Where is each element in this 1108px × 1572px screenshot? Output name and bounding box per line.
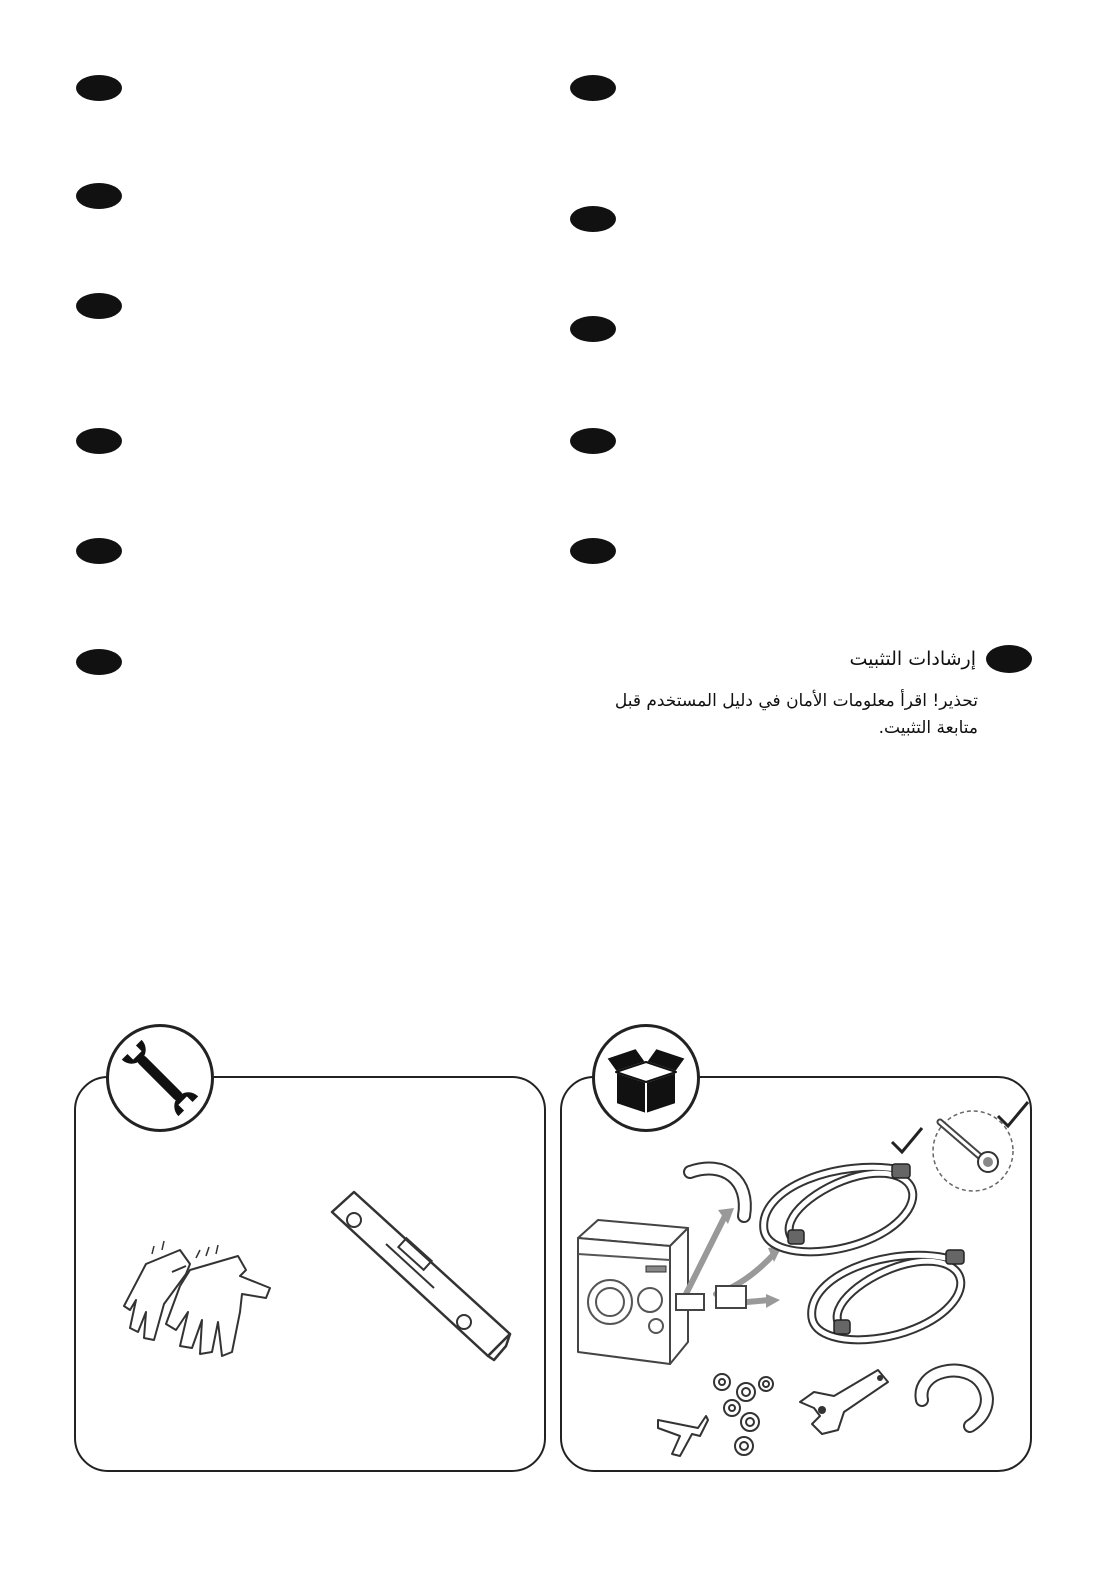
language-badge (570, 428, 616, 454)
language-badge (76, 649, 122, 675)
language-badge (76, 75, 122, 101)
checkmark-icon (996, 1100, 1030, 1130)
inlet-hose-icon (748, 1148, 948, 1368)
wrench-icon (106, 1024, 214, 1132)
language-badge (76, 538, 122, 564)
safety-warning: تحذير! اقرأ معلومات الأمان في دليل المستخدم قبل متابعة التثبيت. (614, 691, 978, 738)
language-badge (570, 75, 616, 101)
gloves-icon (132, 1230, 282, 1370)
tools-panel-icon (106, 1024, 214, 1132)
language-badge (76, 428, 122, 454)
language-badge (570, 316, 616, 342)
arabic-language-badge (986, 645, 1032, 673)
language-badge (76, 183, 122, 209)
language-badge (76, 293, 122, 319)
section-title: إرشادات التثبيت (849, 648, 976, 670)
language-badge (570, 538, 616, 564)
spanner-icon (792, 1366, 892, 1436)
hose-hook-icon (654, 1410, 710, 1460)
hose-bend-icon (912, 1364, 992, 1444)
hose-bend-icon (684, 1158, 754, 1228)
spirit-level-icon (324, 1184, 514, 1374)
package-contents-panel-icon (592, 1024, 700, 1132)
open-box-icon (592, 1024, 700, 1132)
washer-set-icon (706, 1370, 776, 1460)
language-badge (570, 206, 616, 232)
checkmark-icon (890, 1126, 924, 1156)
